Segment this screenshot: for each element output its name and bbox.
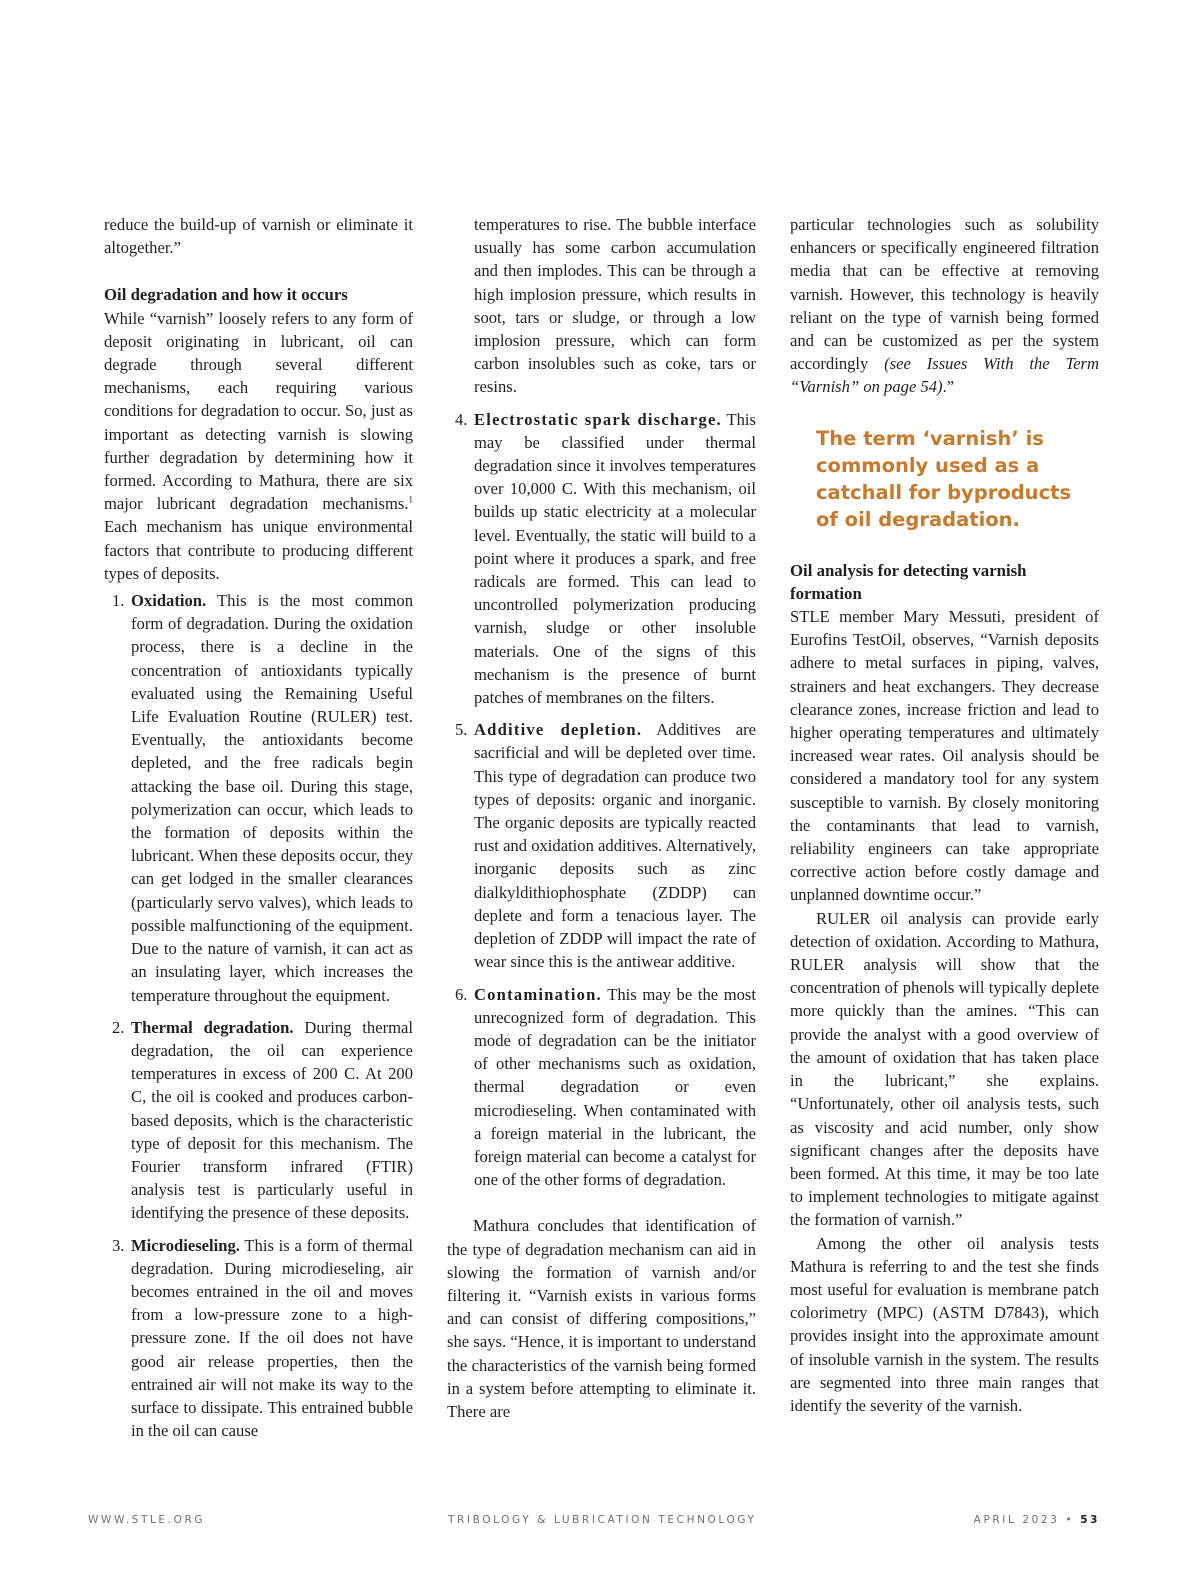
col1-paragraph: While “varnish” loosely refers to any form of deposit originating in lubricant, oil can degrade through several different mechanisms, each requiring various conditions for degradation to occur. So, just as important as detecting varnish is slowing further degradation by determining how it formed. According to Mathura, there are six major lubricant degradation mechanisms.$^1$ Each mechanism has unique environmental factors that contribute to producing different types of deposits. <box>104 308 413 583</box>
col3-continuation: particular technologies such as solubility enhancers or specifically engineered filtration media that can be effective at removing varnish. However, this technology is heavily reliant on the type of varnish being formed and can be customized as per the system accordingly (see Issues With the Term “Varnish” on page 54).” <box>790 215 1099 397</box>
footer-website: WWW.STLE.ORG <box>88 1514 206 1526</box>
mechanism-list <box>104 589 413 1442</box>
col3-paragraph-3: Among the other oil analysis tests Mathura is referring to and the test she finds most useful for evaluation is membrane patch colorimetry (MPC) (ASTM D7843), which provides insight into the approximate amount of insoluble varnish in the system. The results are segmented into three main ranges that identify the severity of the varnish. <box>790 1233 1099 1415</box>
section-heading-degradation: Oil degradation and how it occurs <box>104 285 348 305</box>
column-1 <box>104 213 413 1451</box>
list-item-thermal: 2. Thermal degradation. During thermal degradation, the oil can experience temperatures in excess of 200 C. At 200 C, the oil is cooked and produces carbon-based deposits, which is the characteristic type of deposit for this mechanism. The Fourier transform infrared (FTIR) analysis test is particularly useful in identifying the presence of these deposits. <box>112 1017 413 1223</box>
cross-reference: (see Issues With the Term “Varnish” on page 54) <box>790 354 1099 397</box>
section-heading-analysis: Oil analysis for detecting varnish formation <box>790 560 1027 603</box>
col2-closing: Mathura concludes that identification of the type of degradation mechanism can aid in slowing the formation of varnish and/or filtering it. “Varnish exists in various forms and can consist of differing compositions,” she says. “Hence, it is important to understand the characteristics of the varnish being formed in a system before attempting to eliminate it. There are <box>447 1216 756 1421</box>
list-item-contamination: 6. Contamination. This may be the most unrecognized form of degradation. This mode of degradation can be the initiator of other mechanisms such as oxidation, thermal degradation or even microdieseling. When contaminated with a foreign material in the lubricant, the foreign material can become a catalyst for one of the other forms of degradation. <box>455 984 756 1190</box>
mechanism-list-continued <box>447 408 756 1192</box>
list-item-oxidation: 1. Oxidation. This is the most common form of degradation. During the oxidation process, there is a decline in the concentration of antioxidants typically evaluated using the Remaining Useful Life Evaluation Routine (RULER) test. Eventually, the antioxidants become depleted, and the free radicals begin attacking the base oil. During this stage, polymerization can occur, which leads to the formation of deposits within the lubricant. When these deposits occur, they can get lodged in the smaller clearances (particularly servo valves), which leads to possible malfunctioning of the equipment. Due to the nature of varnish, it can act as an insulating layer, which increases the temperature throughout the equipment. <box>112 591 413 1005</box>
footer-publication: TRIBOLOGY & LUBRICATION TECHNOLOGY <box>448 1514 757 1526</box>
footer-separator: • <box>1065 1514 1075 1526</box>
pull-quote: The term ‘varnish’ is commonly used as a catchall for byproducts of oil degradation. <box>816 426 1072 531</box>
column-2 <box>447 213 756 1423</box>
col3-paragraph-2: RULER oil analysis can provide early detection of oxidation. According to Mathura, RULER analysis will show that the concentration of phenols will typically deplete more quickly than the amines. “This can provide the analyst with a good overview of the amount of oxidation that has taken place in the lubricant,” she explains. “Unfortunately, other oil analysis tests, such as viscosity and acid number, only show significant changes after the deposits have been formed. At this time, it may be too late to implement technologies to mitigate against the formation of varnish.” <box>790 908 1099 1230</box>
footer-page-info <box>974 1514 1100 1526</box>
page-number: 53 <box>1080 1514 1100 1526</box>
column-3 <box>790 213 1099 1417</box>
col3-paragraph-1: STLE member Mary Messuti, president of Eurofins TestOil, observes, “Varnish deposits adhere to metal surfaces in piping, valves, strainers and heat exchangers. They decrease clearance zones, increase friction and lead to higher operating temperatures and ultimately increased wear rates. Oil analysis should be considered a mandatory tool for any system susceptible to varnish. By closely monitoring the contaminants that lead to varnish, reliability engineers can take appropriate corrective action before costly damage and unplanned downtime occur.” <box>790 607 1099 905</box>
footnote-ref: 1 <box>408 494 413 505</box>
col2-continuation: temperatures to rise. The bubble interface usually has some carbon accumulation and then implodes. This can be through a high implosion pressure, which results in soot, tars or sludge, or through a low implosion pressure, which can form carbon insolubles such as coke, tars or resins. <box>474 215 756 397</box>
list-item-microdieseling: 3. Microdieseling. This is a form of thermal degradation. During microdieseling, air becomes entrained in the oil and moves from a low-pressure zone to a high-pressure zone. If the oil does not have good air release properties, then the entrained air will not make its way to the surface to dissipate. This entrained bubble in the oil can cause <box>112 1235 413 1441</box>
list-item-electrostatic: 4. Electrostatic spark discharge. This may be classified under thermal degradation since it involves temperatures over 10,000 C. With this mechanism, oil builds up static electricity at a molecular level. Eventually, the static will build to a point where it produces a spark, and free radicals are formed. This can lead to uncontrolled polymerization producing varnish, sludge or other insoluble materials. One of the signs of this mechanism is the presence of burnt patches of membranes on the filters. <box>455 409 756 708</box>
list-item-additive: 5. Additive depletion. Additives are sacrificial and will be depleted over time. This type of degradation can produce two types of deposits: organic and inorganic. The organic deposits are typically reacted rust and oxidation additives. Alternatively, inorganic deposits such as zinc dialkyldithiophosphate (ZDDP) can deplete and form a tenacious layer. The depletion of ZDDP will impact the rate of wear since this is the antiwear additive. <box>455 720 756 972</box>
footer-month: APRIL 2023 <box>973 1514 1060 1526</box>
col1-intro: reduce the build-up of varnish or eliminate it altogether.” <box>104 215 413 258</box>
